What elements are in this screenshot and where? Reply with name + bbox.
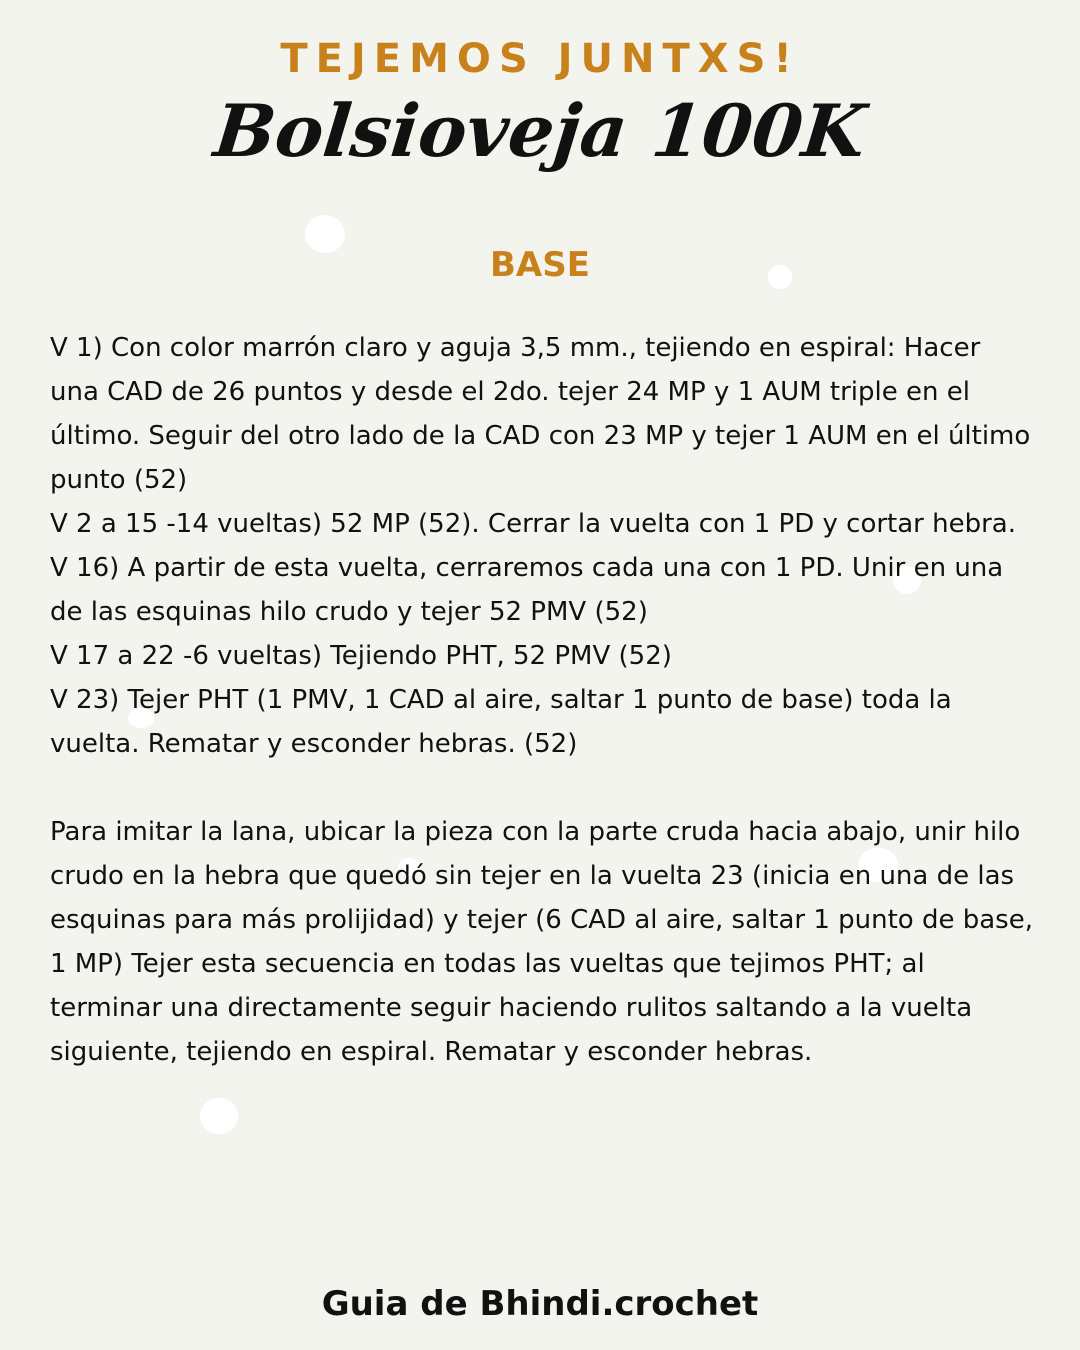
section-heading: BASE [490, 245, 590, 285]
header-kicker: TEJEMOS JUNTXS! [280, 36, 800, 82]
instruction-round-17-22: V 17 a 22 -6 vueltas) Tejiendo PHT, 52 PMV (52) [50, 641, 672, 671]
decorative-dot [200, 1098, 238, 1134]
instruction-round-1: V 1) Con color marrón claro y aguja 3,5 mm., tejiendo en espiral: Hacer una CAD de 26 puntos y desde el 2do. tejer 24 MP y 1 AUM triple en el último. Seguir del otro lado de la CAD con 23 MP y tejer 1 AUM en el último punto (52) [50, 333, 1031, 495]
footer-credit: Guia de Bhindi.crochet [321, 1284, 759, 1324]
instruction-round-2-15: V 2 a 15 -14 vueltas) 52 MP (52). Cerrar la vuelta con 1 PD y cortar hebra. [50, 509, 1016, 539]
paragraph-spacer [50, 766, 1035, 810]
finishing-note: Para imitar la lana, ubicar la pieza con la parte cruda hacia abajo, unir hilo crudo en la hebra que quedó sin tejer en la vuelta 23 (inicia en una de las esquinas para más prolijidad) y tejer (6 CAD al aire, saltar 1 punto de base, 1 MP) Tejer esta secuencia en todas las vueltas que tejimos PHT; al terminar una directamente seguir haciendo rulitos saltando a la vuelta siguiente, tejiendo en espiral. Rematar y esconder hebras. [50, 817, 1033, 1067]
page-title: Bolsioveja 100K [210, 88, 870, 173]
pattern-content [50, 326, 1035, 1074]
instruction-round-16: V 16) A partir de esta vuelta, cerraremos cada una con 1 PD. Unir en una de las esquinas hilo crudo y tejer 52 PMV (52) [50, 553, 1004, 627]
instruction-round-23: V 23) Tejer PHT (1 PMV, 1 CAD al aire, saltar 1 punto de base) toda la vuelta. Rematar y esconder hebras. (52) [50, 685, 952, 759]
